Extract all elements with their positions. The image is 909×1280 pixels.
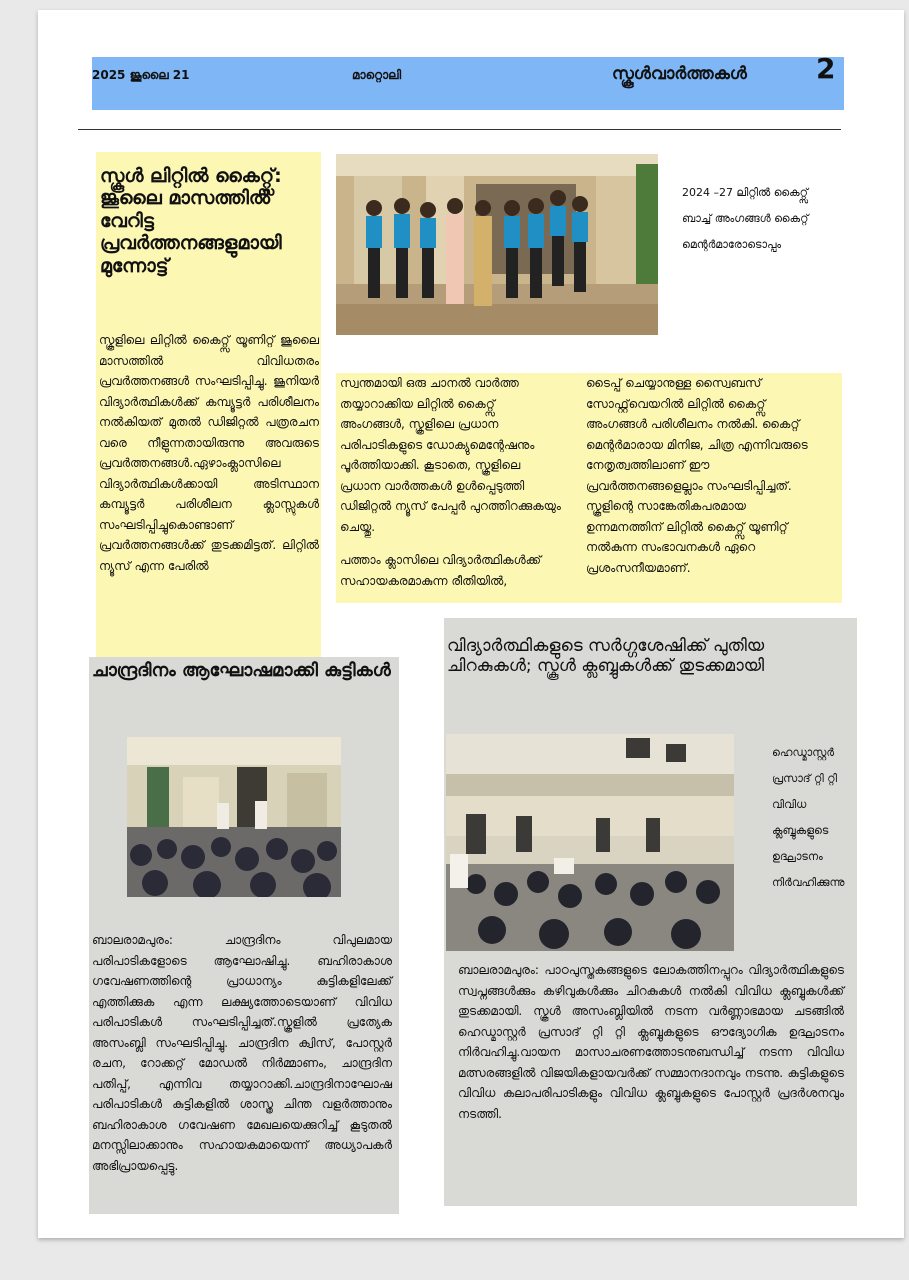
article1-column2-part2: പത്താം ക്ലാസിലെ വിദ്യാർത്ഥികൾക്ക് സഹായകരമാകുന്ന രീതിയിൽ, [340,553,542,588]
article2-body: ബാലരാമപുരം: ചാന്ദ്രദിനം വിപുലമായ പരിപാടികളോടെ ആഘോഷിച്ചു. ബഹിരാകാശ ഗവേഷണത്തിന്റെ പ്രാധാന്യം കുട്ടികളിലേക്ക് എത്തിക്കുക എന്ന ലക്ഷ്യത്തോടെയാണ് വിവിധ പരിപാടികൾ സംഘടിപ്പിച്ചത്.സ്കൂളിൽ പ്രത്യേക അസംബ്ലി സംഘടിപ്പിച്ചു. ചാന്ദ്രദിന ക്വിസ്, പോസ്റ്റർ രചന, റോക്കറ്റ് മോഡൽ നിർമ്മാണം, ചാന്ദ്രദിന പതിപ്പ്, എന്നിവ തയ്യാറാക്കി.ചാന്ദ്രദിനാഘോഷ പരിപാടികൾ കുട്ടികളിൽ ശാസ്ത്ര ചിന്ത വളർത്താനും ബഹിരാകാശ ഗവേഷണ മേഖലയെക്കുറിച്ച് കൂടുതൽ മനസ്സിലാക്കാനും സഹായകമായെന്ന് അധ്യാപകർ അഭിപ്രായപ്പെട്ടു. [92,933,392,1173]
article1-photo-caption: 2024 –27 ലിറ്റിൽ കൈറ്റ്സ് ബാച്ച് അംഗങ്ങൾ കൈറ്റ് മെന്റർമാരോടൊപ്പം [682,186,809,251]
article3-clubs-photo [446,734,734,951]
article1-headline: സ്കൂൾ ലിറ്റിൽ കൈറ്റ്സ്: ജൂലൈ മാസത്തിൽ വേറിട്ട പ്രവർത്തനങ്ങളുമായി മുന്നോട്ട് [100,165,282,277]
group-photo-illustration [336,154,658,335]
article1-column2-part1: സ്വന്തമായി ഒരു ചാനൽ വാർത്ത തയ്യാറാക്കിയ ലിറ്റിൽ കൈറ്റ്സ് അംഗങ്ങൾ, സ്കൂളിലെ പ്രധാന പരിപാടികളുടെ ഡോക്യുമെന്റേഷനും പൂർത്തിയാക്കി. കൂടാതെ, സ്കൂളിലെ പ്രധാന വാർത്തകൾ ഉൾപ്പെടുത്തി ഡിജിറ്റൽ ന്യൂസ് പേപ്പർ പുറത്തിറക്കുകയും ചെയ്തു. [340,376,561,534]
article3-body: ബാലരാമപുരം: പാഠപുസ്തകങ്ങളുടെ ലോകത്തിനപ്പുറം വിദ്യാർത്ഥികളുടെ സ്വപ്നങ്ങൾക്കും കഴിവുകൾക്കും ചിറകുകൾ നൽകി വിവിധ ക്ലബ്ബുകൾക്ക് തുടക്കമായി. സ്കൂൾ അസംബ്ലിയിൽ നടന്ന വർണ്ണാഭമായ ചടങ്ങിൽ ഹെഡ്മാസ്റ്റർ പ്രസാദ് റ്റി റ്റി ക്ലബ്ബുകളുടെ ഔദ്യോഗിക ഉദ്ഘാടനം നിർവഹിച്ചു.വായന മാസാചരണത്തോടനുബന്ധിച്ച് നടന്ന വിവിധ മത്സരങ്ങളിൽ വിജയികളായവർക്ക് സമ്മാനദാനവും നടന്നു. കുട്ടികളുടെ വിവിധ കലാപരിപാടികളും വിവിധ ക്ലബ്ബുകളുടെ പോസ്റ്റർ പ്രദർശനവും നടത്തി. [458,963,844,1121]
header-date: 2025 ജൂലൈ 21 [92,68,190,82]
article1-column3: ടൈപ്പ് ചെയ്യാനുള്ള സ്വൈബസ് സോഫ്റ്റ്‌വെയറിൽ ലിറ്റിൽ കൈറ്റ്സ് അംഗങ്ങൾ പരിശീലനം നൽകി. കൈറ്റ് മെന്റർമാരായ മിനിജ, ചിത്ര എന്നിവരുടെ നേതൃത്വത്തിലാണ് ഈ പ്രവർത്തനങ്ങളെല്ലാം സംഘടിപ്പിച്ചത്. സ്കൂളിന്റെ സാങ്കേതികപരമായ ഉന്നമനത്തിന് ലിറ്റിൽ കൈറ്റ്സ് യൂണിറ്റ് നൽകുന്ന സംഭാവനകൾ ഏറെ പ്രശംസനീയമാണ്. [586,376,808,575]
header-school-name: മാറ്റൊലി [352,68,402,82]
header-divider [78,129,841,130]
header-publication-title: സ്കൂൾവാർത്തകൾ [612,64,747,84]
article3-headline: വിദ്യാർത്ഥികളുടെ സർഗ്ഗശേഷിക്ക് പുതിയ ചിറകുകൾ; സ്കൂൾ ക്ലബ്ബുകൾക്ക് തുടക്കമായി [447,636,765,677]
article1-group-photo [336,154,658,335]
assembly-photo-illustration [127,737,341,897]
page-number: 2 [816,52,836,85]
clubs-photo-illustration [446,734,734,951]
article3-photo-caption: ഹെഡ്മാസ്റ്റർ പ്രസാദ് റ്റി റ്റി വിവിധ ക്ലബ്ബുകളുടെ ഉദ്ഘാടനം നിർവഹിക്കുന്നു [772,746,845,889]
article1-column1: സ്കൂളിലെ ലിറ്റിൽ കൈറ്റ്സ് യൂണിറ്റ് ജൂലൈ മാസത്തിൽ വിവിധതരം പ്രവർത്തനങ്ങൾ സംഘടിപ്പിച്ചു. ജൂനിയർ വിദ്യാർത്ഥികൾക്ക് കമ്പ്യൂട്ടർ പരിശീലനം നൽകിയത് മുതൽ ഡിജിറ്റൽ പത്രരചന വരെ നീളുന്നതായിരുന്നു അവരുടെ പ്രവർത്തനങ്ങൾ.ഏഴാംക്ലാസിലെ വിദ്യാർത്ഥികൾക്കായി അടിസ്ഥാന കമ്പ്യൂട്ടർ പരിശീലന ക്ലാസ്സുകൾ സംഘടിപ്പിച്ചുകൊണ്ടാണ് പ്രവർത്തനങ്ങൾക്ക് തുടക്കമിട്ടത്. ലിറ്റിൽ ന്യൂസ് എന്ന പേരിൽ [99,333,319,573]
article2-headline: ചാന്ദ്രദിനം ആഘോഷമാക്കി കുട്ടികൾ [92,660,391,681]
article2-assembly-photo [127,737,341,897]
